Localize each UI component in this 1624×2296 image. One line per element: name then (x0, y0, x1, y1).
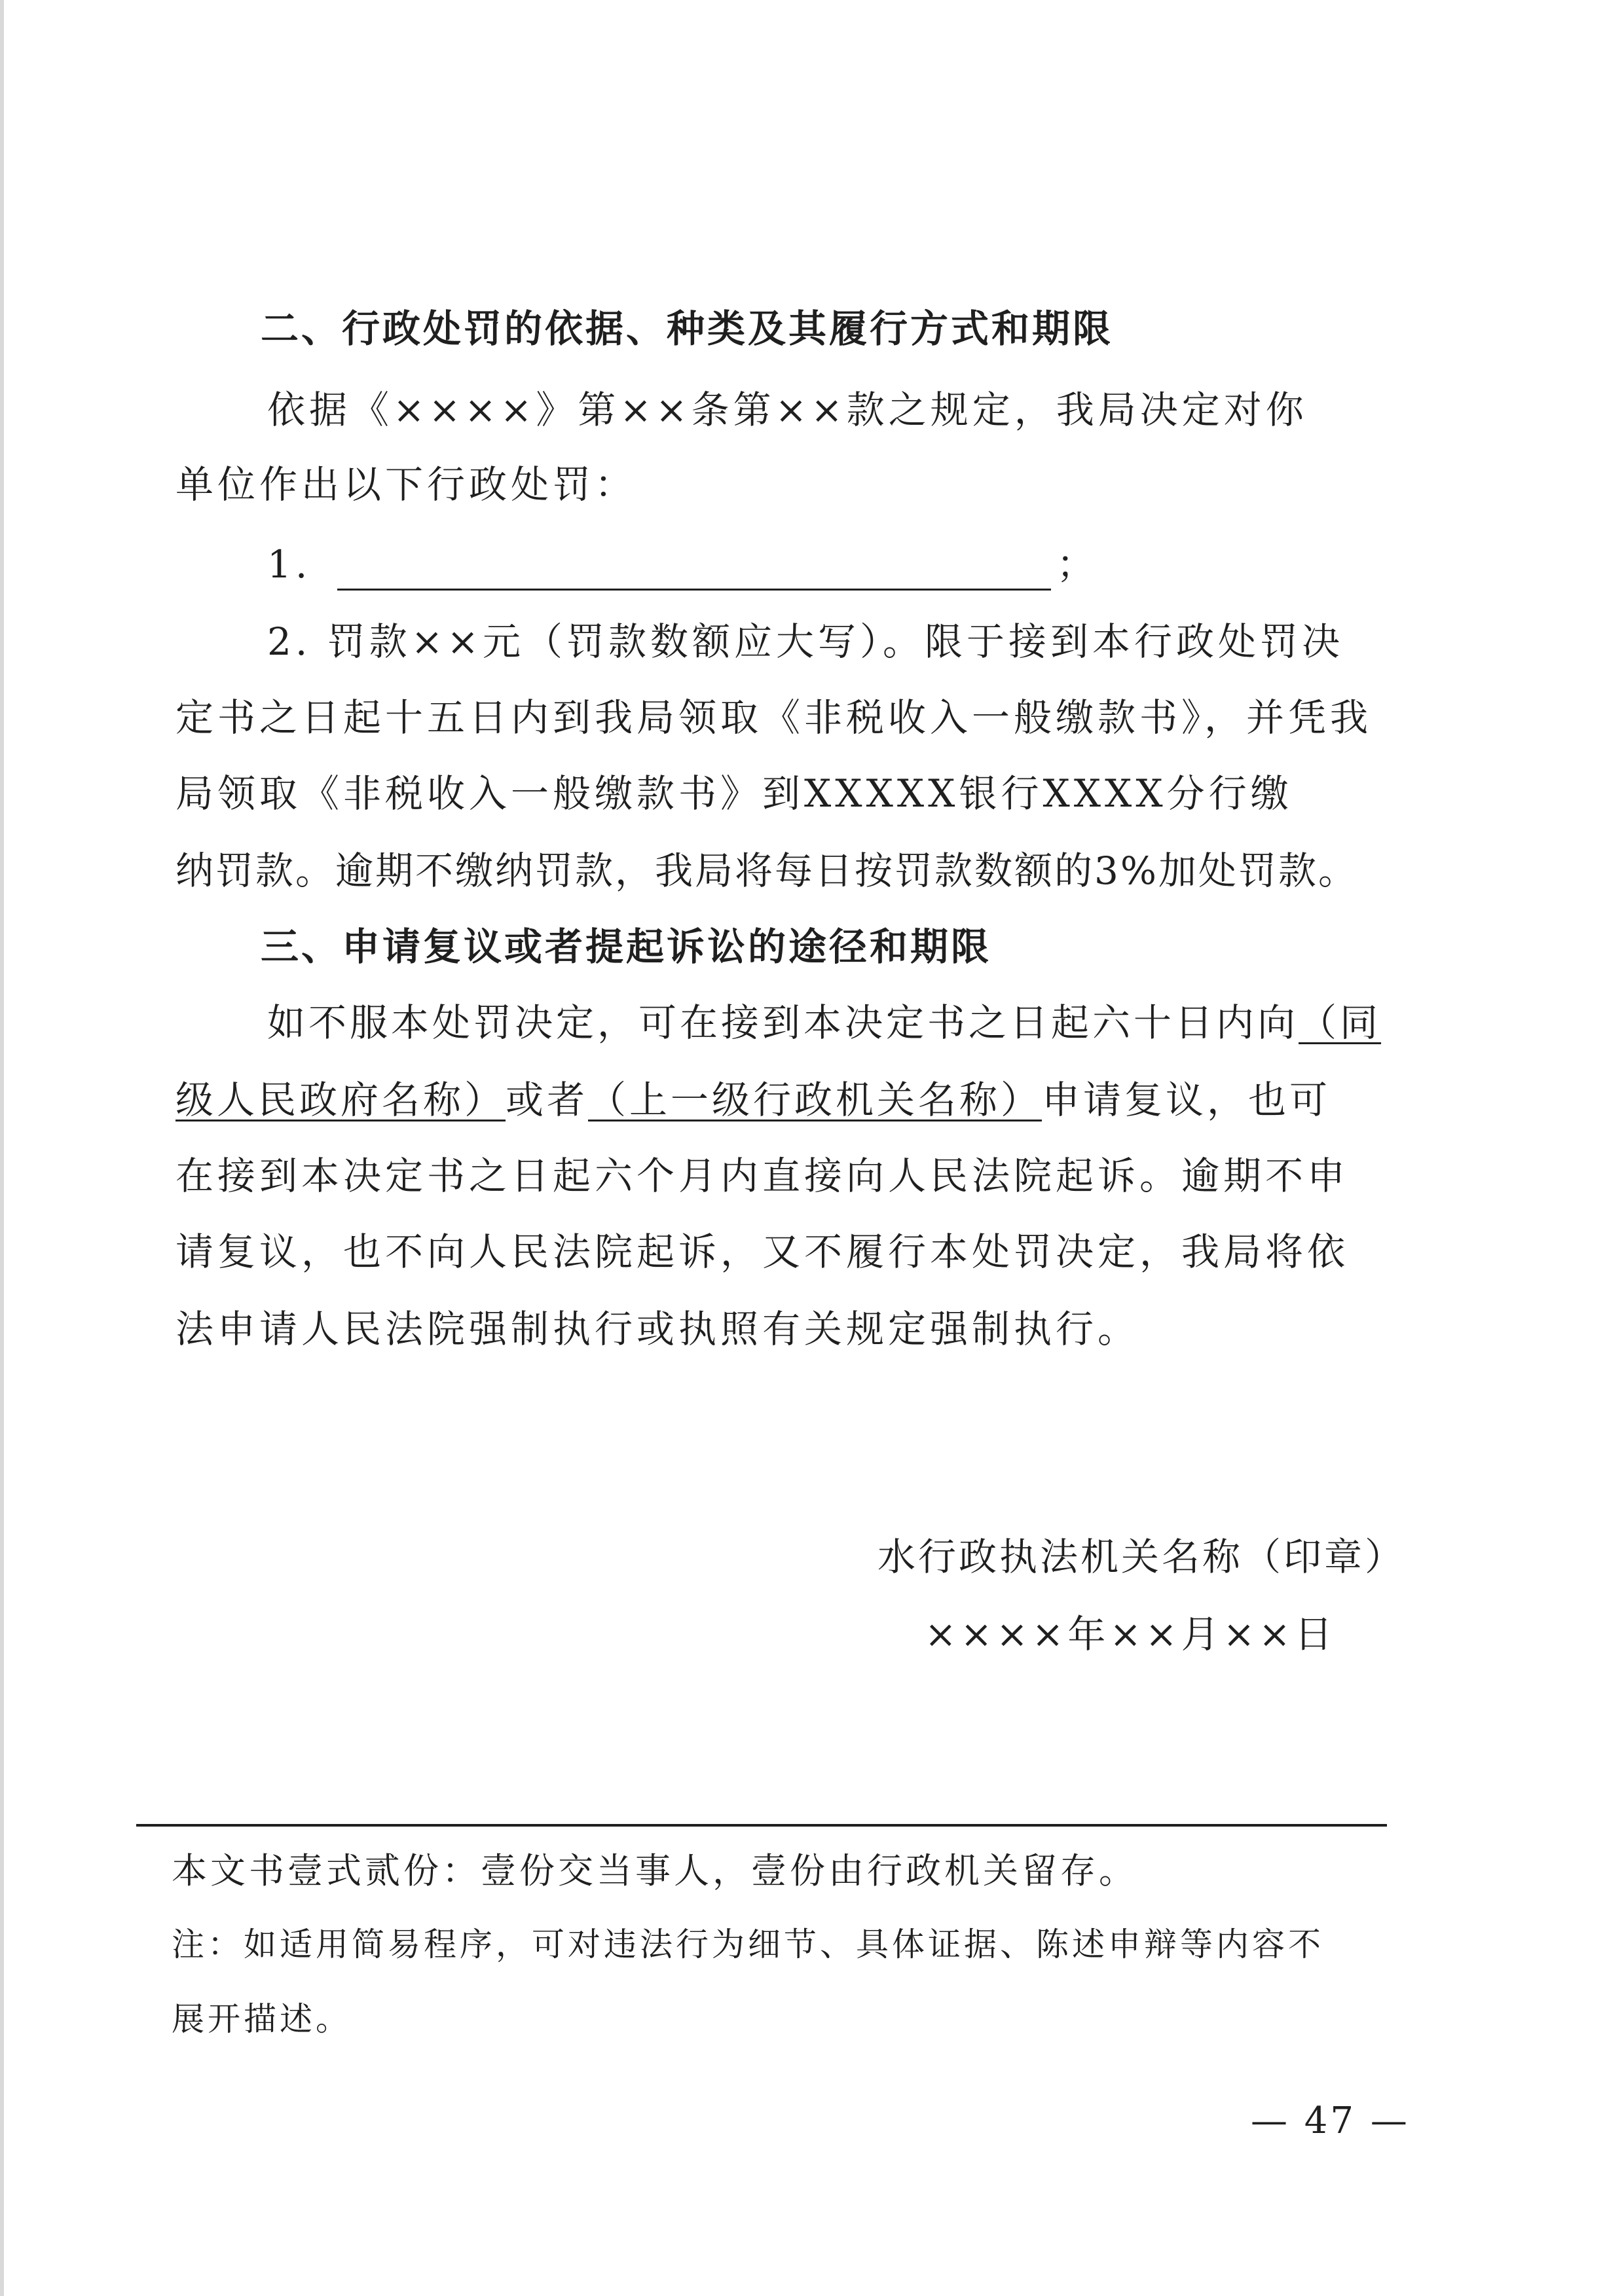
simplified-procedure-note-line2: 展开描述。 (172, 2000, 352, 2038)
penalty-item-2-line4: 纳罚款。逾期不缴纳罚款，我局将每日按罚款数额的3%加处罚款。 (175, 848, 1359, 893)
penalty-item-1-number: 1. (267, 542, 312, 587)
issuing-agency-seal: 水行政执法机关名称（印章） (877, 1535, 1406, 1579)
section2-basis-line1: 依据《××××》第××条第××款之规定，我局决定对你 (267, 388, 1308, 432)
penalty-item-1-suffix: ； (1056, 542, 1099, 587)
penalty-item-1-blank (337, 548, 1051, 591)
penalty-item-1 (267, 538, 1098, 591)
section3-line2-text-b: 申请复议，也可 (1042, 1078, 1331, 1122)
same-level-government-field-end: 级人民政府名称） (175, 1078, 506, 1122)
section3-line2-text-a: 或者 (506, 1078, 589, 1122)
page-number: — 47 — (1251, 2100, 1410, 2142)
section3-line3: 在接到本决定书之日起六个月内直接向人民法院起诉。逾期不申 (175, 1154, 1350, 1198)
footer-divider (136, 1824, 1387, 1827)
section3-line2 (175, 1074, 1331, 1126)
copies-note: 本文书壹式贰份：壹份交当事人，壹份由行政机关留存。 (172, 1850, 1137, 1891)
section2-basis-line2: 单位作出以下行政处罚： (175, 462, 637, 507)
scan-edge (0, 0, 4, 2296)
section3-line1-text: 如不服本处罚决定，可在接到本决定书之日起六十日内向 (267, 1000, 1299, 1045)
penalty-item-2-line2: 定书之日起十五日内到我局领取《非税收入一般缴款书》，并凭我 (175, 695, 1373, 740)
section3-line5: 法申请人民法院强制执行或执照有关规定强制执行。 (175, 1307, 1140, 1351)
section3-line1 (267, 996, 1381, 1049)
same-level-government-field-start: （同 (1299, 1000, 1382, 1045)
section3-heading: 三、申请复议或者提起诉讼的途径和期限 (261, 924, 992, 969)
penalty-item-2-line1: 2. 罚款××元（罚款数额应大写）。限于接到本行政处罚决 (267, 619, 1344, 664)
superior-agency-field: （上一级行政机关名称） (588, 1078, 1043, 1122)
penalty-item-2-line3: 局领取《非税收入一般缴款书》到XXXXX银行XXXX分行缴 (175, 771, 1293, 816)
section2-heading: 二、行政处罚的依据、种类及其履行方式和期限 (261, 306, 1114, 351)
section3-line4: 请复议，也不向人民法院起诉，又不履行本处罚决定，我局将依 (175, 1230, 1350, 1274)
simplified-procedure-note-line1: 注：如适用简易程序，可对违法行为细节、具体证据、陈述申辩等内容不 (172, 1925, 1324, 1963)
issue-date: ××××年××月××日 (925, 1612, 1337, 1656)
